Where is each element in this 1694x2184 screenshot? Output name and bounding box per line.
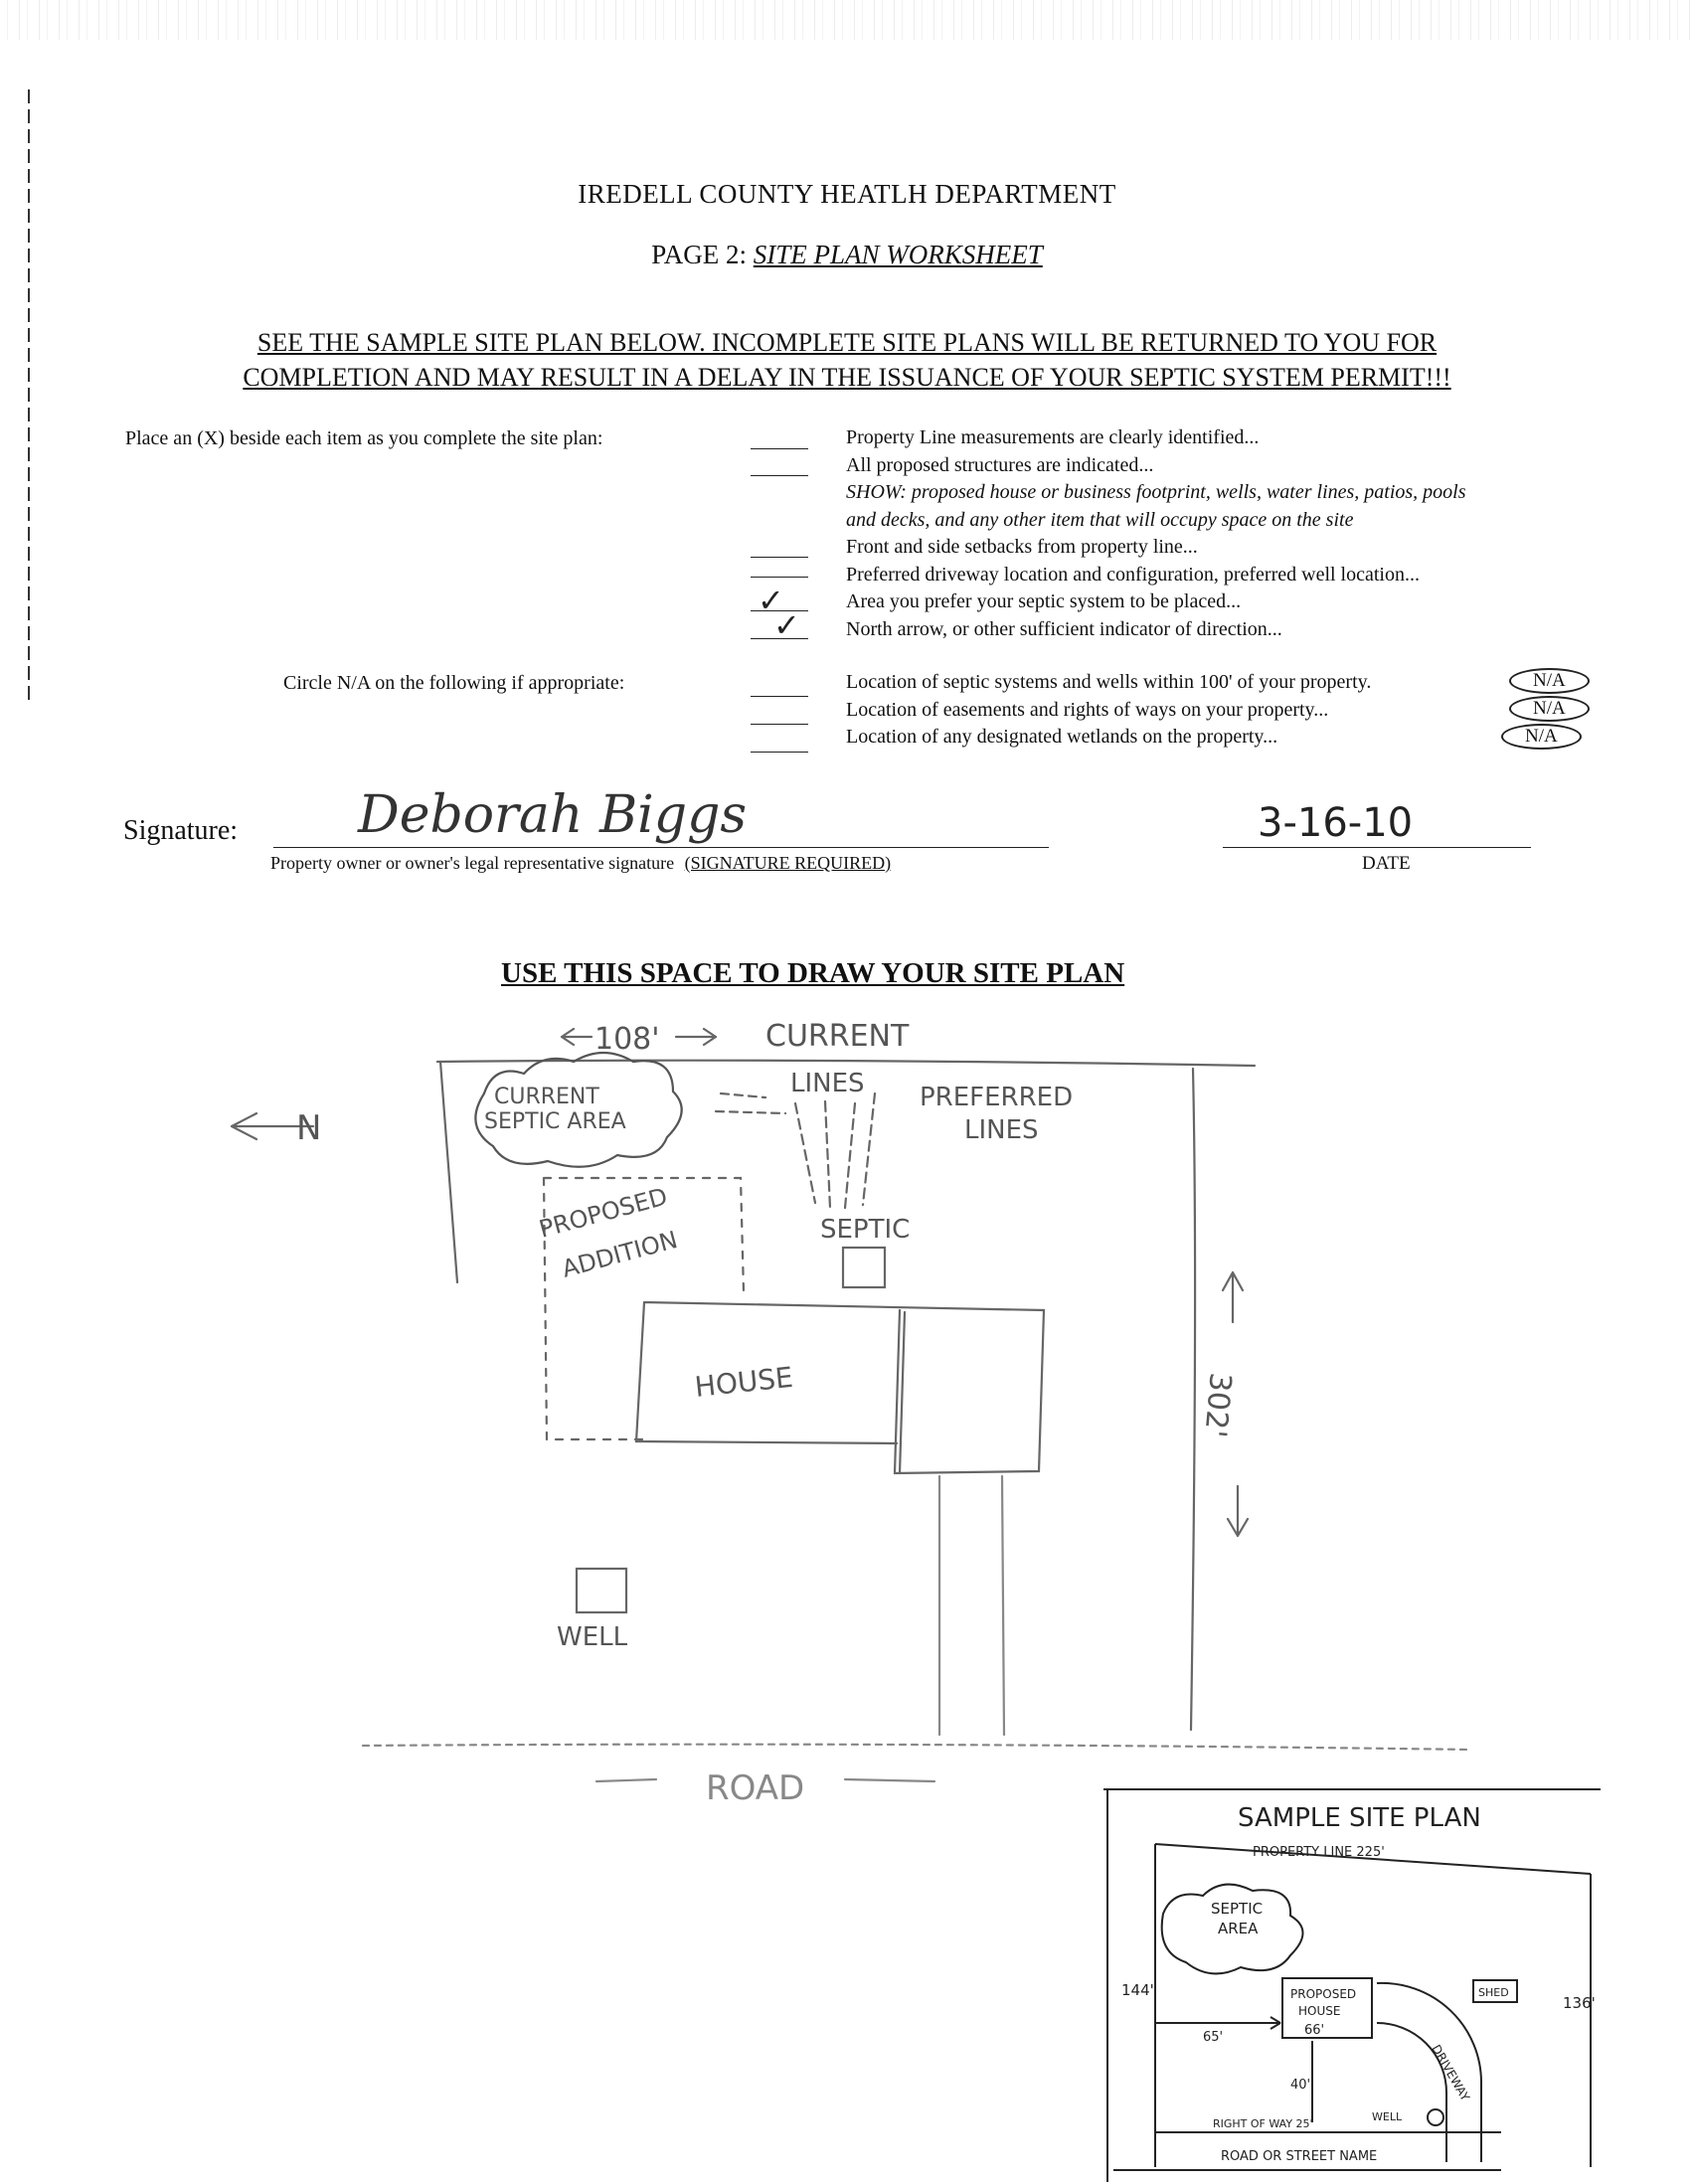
sample-site-plan xyxy=(1103,1784,1601,2182)
sample-house-label: PROPOSED xyxy=(1290,1987,1357,2001)
top-dimension-label: 108' xyxy=(594,1022,660,1057)
na-item: Location of any designated wetlands on the property... xyxy=(846,726,1278,748)
date-value: 3-16-10 xyxy=(1258,800,1414,846)
checklist-item: North arrow, or other sufficient indicator of direction... xyxy=(846,617,1282,640)
current-lines-label: CURRENT xyxy=(765,1019,910,1054)
checklist-instruction: Place an (X) beside each item as you complete the site plan: xyxy=(125,427,603,449)
check-mark: ✓ xyxy=(773,606,800,644)
current-lines-dashes xyxy=(716,1093,785,1113)
sample-septic-label: AREA xyxy=(1218,1920,1259,1937)
checklist-item: Area you prefer your septic system to be placed... xyxy=(846,590,1242,612)
property-line-top xyxy=(437,1061,1255,1066)
septic-tank-box xyxy=(843,1248,885,1287)
date-label: DATE xyxy=(1362,853,1411,874)
driveway-lines xyxy=(939,1476,1004,1735)
sample-title: SAMPLE SITE PLAN xyxy=(1238,1803,1481,1833)
sample-well-circle xyxy=(1428,2109,1443,2125)
na-circle[interactable]: N/A xyxy=(1501,724,1582,750)
preferred-lines-label: LINES xyxy=(964,1115,1039,1145)
well-box xyxy=(577,1569,626,1612)
current-septic-label: CURRENT xyxy=(494,1085,599,1109)
check-mark: ✓ xyxy=(758,582,784,619)
checklist-item: Preferred driveway location and configuration, preferred well location... xyxy=(846,563,1420,586)
proposed-addition-label: PROPOSED xyxy=(536,1182,671,1244)
page-name: SITE PLAN WORKSHEET xyxy=(753,240,1043,269)
side-dimension-label: 302' xyxy=(1197,1371,1238,1439)
road-line xyxy=(363,1745,1471,1750)
sample-right-dimension: 136' xyxy=(1563,1994,1596,2012)
sample-house-label: HOUSE xyxy=(1298,2004,1341,2018)
north-label: N xyxy=(296,1108,322,1148)
warning-line-1: SEE THE SAMPLE SITE PLAN BELOW. INCOMPLETE SITE PLANS WILL BE RETURNED TO YOU FOR xyxy=(256,328,1438,357)
handwritten-signature: Deborah Biggs xyxy=(358,785,748,845)
checklist-item: Front and side setbacks from property line... xyxy=(846,536,1198,558)
road-label: ROAD xyxy=(706,1768,805,1808)
sample-well-label: WELL xyxy=(1372,2110,1403,2123)
preferred-lines-label: PREFERRED xyxy=(920,1083,1074,1112)
page-label: PAGE 2: xyxy=(651,240,747,269)
na-circle[interactable]: N/A xyxy=(1509,696,1590,722)
na-instruction: Circle N/A on the following if appropriate: xyxy=(283,672,625,694)
sample-property-line-label: PROPERTY LINE 225' xyxy=(1253,1845,1385,1860)
well-label: WELL xyxy=(557,1622,628,1652)
checklist-item: Property Line measurements are clearly identified... xyxy=(846,426,1260,448)
warning-line-2: COMPLETION AND MAY RESULT IN A DELAY IN THE ISSUANCE OF YOUR SEPTIC SYSTEM PERMIT!!! xyxy=(243,363,1451,392)
dimension-arrow-down xyxy=(1228,1486,1248,1536)
sample-driveway xyxy=(1377,1983,1481,2162)
preferred-lines-dashes xyxy=(795,1093,875,1208)
sample-house-width: 66' xyxy=(1304,2023,1325,2038)
sample-setback-side: 65' xyxy=(1203,2030,1224,2045)
checklist-item: SHOW: proposed house or business footprint, wells, water lines, patios, pools xyxy=(846,481,1466,503)
na-item: Location of septic systems and wells within 100' of your property. xyxy=(846,671,1372,693)
proposed-addition-label: ADDITION xyxy=(559,1225,681,1283)
na-item: Location of easements and rights of ways on your property... xyxy=(846,698,1329,721)
na-circle[interactable]: N/A xyxy=(1509,668,1590,694)
sample-left-dimension: 144' xyxy=(1121,1981,1154,1999)
signature-required: (SIGNATURE REQUIRED) xyxy=(684,853,892,873)
current-septic-label: SEPTIC AREA xyxy=(484,1109,626,1134)
septic-label: SEPTIC xyxy=(820,1215,911,1245)
lines-label: LINES xyxy=(790,1069,865,1098)
sample-driveway-label: DRIVEWAY xyxy=(1429,2042,1472,2103)
checklist-item: and decks, and any other item that will occupy space on the site xyxy=(846,508,1354,531)
sample-road-label: ROAD OR STREET NAME xyxy=(1221,2149,1378,2164)
page-title: IREDELL COUNTY HEATLH DEPARTMENT xyxy=(578,179,1116,209)
signature-caption-text: Property owner or owner's legal representative signature xyxy=(270,853,675,873)
checklist-item: All proposed structures are indicated... xyxy=(846,453,1154,476)
sample-setback-arrow xyxy=(1155,2017,1280,2029)
signature-label: Signature: xyxy=(123,815,239,846)
sample-setback-front: 40' xyxy=(1290,2078,1311,2093)
sample-shed-label: SHED xyxy=(1478,1986,1509,1999)
sample-septic-label: SEPTIC xyxy=(1211,1900,1264,1918)
sample-right-of-way: RIGHT OF WAY 25' xyxy=(1213,2117,1313,2130)
property-line-left xyxy=(440,1062,457,1282)
dimension-arrow-up xyxy=(1223,1272,1243,1322)
drawing-heading: USE THIS SPACE TO DRAW YOUR SITE PLAN xyxy=(501,957,1125,989)
house-label: HOUSE xyxy=(693,1360,795,1404)
property-line-right xyxy=(1191,1069,1195,1730)
